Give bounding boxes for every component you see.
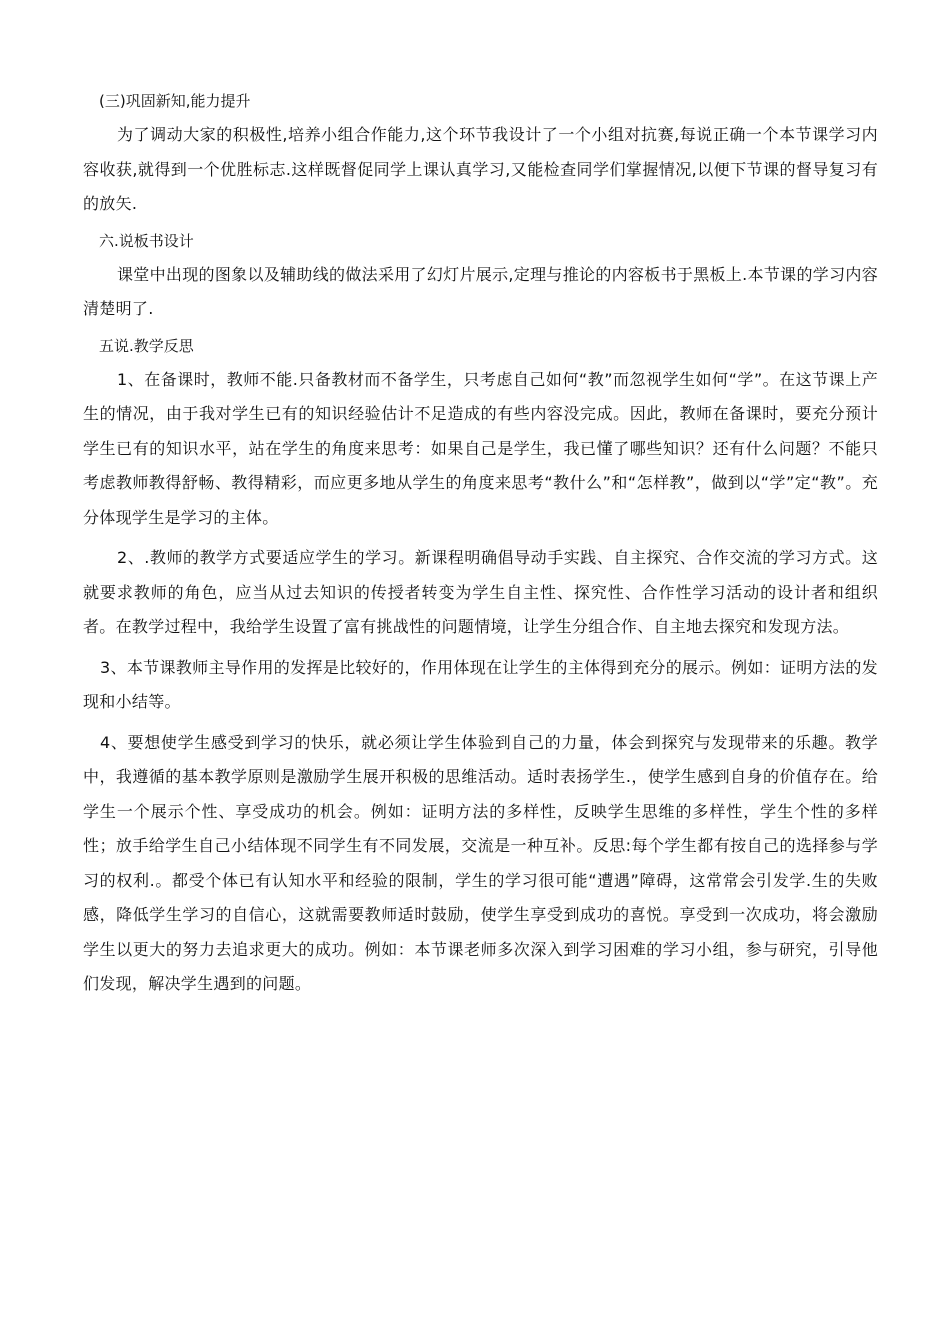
reflection-paragraph-1: 1、在备课时，教师不能.只备教材而不备学生，只考虑自己如何“教”而忽视学生如何“学”。在这节课上产生的情况，由于我对学生已有的知识经验估计不足造成的有些内容没完成。因此，教师在备课时，要充分预计学生已有的知识水平，站在学生的角度来思考：如果自己是学生，我已懂了哪些知识？还有什么问题？不能只考虑教师教得舒畅、教得精彩，而应更多地从学生的角度来思考“教什么”和“怎样教”，做到以“学”定“教”。充分体现学生是学习的主体。 <box>83 369 878 527</box>
section-6-heading: 六.说板书设计 <box>99 231 194 250</box>
reflection-paragraph-3: 3、本节课教师主导作用的发挥是比较好的，作用体现在让学生的主体得到充分的展示。例如：证明方法的发现和小结等。 <box>83 657 878 711</box>
section-3-paragraph: 为了调动大家的积极性,培养小组合作能力,这个环节我设计了一个小组对抗赛,每说正确一个本节课学习内容收获,就得到一个优胜标志.这样既督促同学上课认真学习,又能检查同学们掌握情况,以便下节课的督导复习有的放矢. <box>83 125 878 213</box>
section-3-heading: (三)巩固新知,能力提升 <box>99 92 251 110</box>
section-6-paragraph: 课堂中出现的图象以及辅助线的做法采用了幻灯片展示,定理与推论的内容板书于黑板上.本节课的学习内容清楚明了. <box>83 264 878 318</box>
reflection-paragraph-2: 2、.教师的教学方式要适应学生的学习。新课程明确倡导动手实践、自主探究、合作交流的学习方式。这就要求教师的角色，应当从过去知识的传授者转变为学生自主性、探究性、合作性学习活动的设计者和组织者。在教学过程中，我给学生设置了富有挑战性的问题情境，让学生分组合作、自主地去探究和发现方法。 <box>83 548 878 636</box>
section-5-heading: 五说.教学反思 <box>99 336 194 355</box>
reflection-paragraph-4: 4、要想使学生感受到学习的快乐，就必须让学生体验到自己的力量，体会到探究与发现带来的乐趣。教学中，我遵循的基本教学原则是激励学生展开积极的思维活动。适时表扬学生.，使学生感到自身的价值存在。给学生一个展示个性、享受成功的机会。例如：证明方法的多样性，反映学生思维的多样性，学生个性的多样性；放手给学生自己小结体现不同学生有不同发展，交流是一种互补。反思:每个学生都有按自己的选择参与学习的权利.。都受个体已有认知水平和经验的限制，学生的学习很可能“遭遇”障碍，这常常会引发学.生的失败感，降低学生学习的自信心，这就需要教师适时鼓励，使学生享受到成功的喜悦。享受到一次成功，将会激励学生以更大的努力去追求更大的成功。例如：本节课老师多次深入到学习困难的学习小组，参与研究，引导他们发现，解决学生遇到的问题。 <box>83 732 878 993</box>
document-page <box>83 84 878 1002</box>
